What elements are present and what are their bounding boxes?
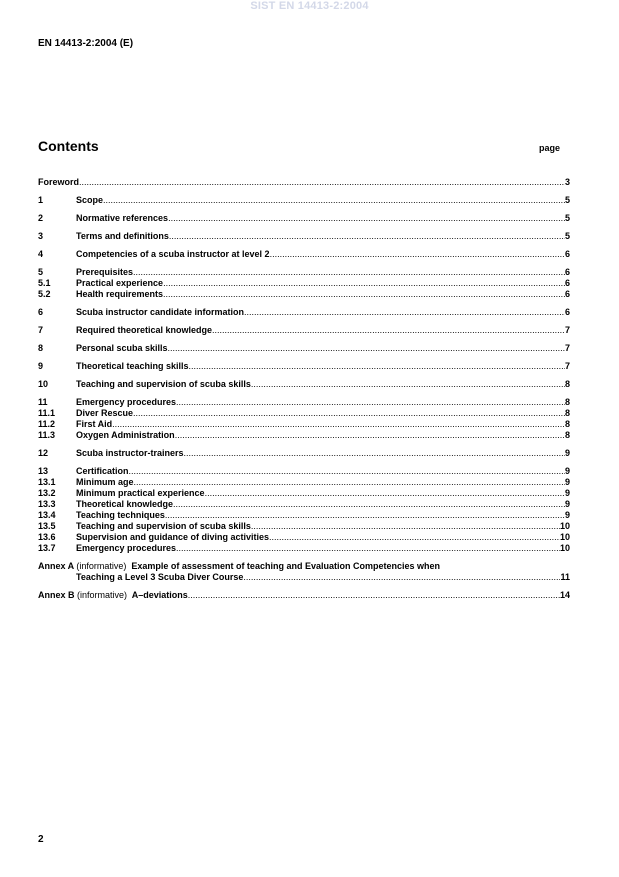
- toc-entry-page: 11: [560, 572, 570, 582]
- toc-entry-number: 13.2: [38, 488, 56, 498]
- toc-entry-title: Certification: [76, 466, 129, 476]
- toc-subentry[interactable]: [38, 532, 570, 543]
- toc-entry-title: Oxygen Administration: [76, 430, 175, 440]
- toc-entry-page: 3: [564, 177, 570, 187]
- annex-a-qualifier: (informative): [76, 561, 127, 571]
- toc-entry-title: Teaching techniques: [76, 510, 165, 520]
- toc-subentry[interactable]: [38, 408, 570, 419]
- toc-subentry[interactable]: [38, 488, 570, 499]
- toc-entry[interactable]: [38, 343, 570, 354]
- toc-subentry[interactable]: [38, 419, 570, 430]
- toc-entry-title: Teaching and supervision of scuba skills: [76, 521, 251, 531]
- toc-subentry[interactable]: [38, 477, 570, 488]
- toc-entry-number: 11.3: [38, 430, 56, 440]
- toc-entry-number: 2: [38, 213, 44, 223]
- toc-entry-title: Emergency procedures: [76, 397, 177, 407]
- footer-page-number: 2: [38, 834, 44, 845]
- toc-entry-number: 13.3: [38, 499, 56, 509]
- toc-entry-annex-a-continued[interactable]: [38, 572, 570, 583]
- toc-entry-title: Minimum practical experience: [76, 488, 205, 498]
- toc-entry-title: Theoretical teaching skills: [76, 361, 189, 371]
- annex-a-title-line1: Example of assessment of teaching and Evaluation Competencies when: [131, 561, 440, 571]
- toc-entry-page: 10: [559, 543, 570, 553]
- annex-b-label: Annex B: [38, 590, 75, 600]
- toc-entry-number: 8: [38, 343, 44, 353]
- toc-entry-title: Supervision and guidance of diving activities: [76, 532, 270, 542]
- annex-b-title: A–deviations: [131, 590, 188, 600]
- toc-entry[interactable]: [38, 397, 570, 408]
- toc-entry-title: Scuba instructor candidate information: [76, 307, 245, 317]
- toc-entry-title: Scuba instructor-trainers: [76, 448, 184, 458]
- toc-entry-number: 11.2: [38, 419, 56, 429]
- toc-entry-number: 7: [38, 325, 44, 335]
- toc-entry-page: 8: [564, 408, 570, 418]
- toc-entry-title: Normative references: [76, 213, 169, 223]
- toc-entry-title: Terms and definitions: [76, 231, 169, 241]
- toc-entry-page: 14: [559, 590, 570, 600]
- toc-entry-page: 9: [564, 499, 570, 509]
- toc-entry-page: 8: [564, 379, 570, 389]
- toc-entry-number: 11.1: [38, 408, 56, 418]
- toc-entry[interactable]: [38, 307, 570, 318]
- toc-entry-title: Theoretical knowledge: [76, 499, 174, 509]
- toc-entry-page: 10: [559, 532, 570, 542]
- toc-entry-page: 9: [564, 477, 570, 487]
- toc-entry-number: 10: [38, 379, 49, 389]
- toc-entry-page: 9: [564, 488, 570, 498]
- toc-entry[interactable]: [38, 213, 570, 224]
- toc-entry-page: 8: [564, 419, 570, 429]
- toc-entry-page: 6: [564, 307, 570, 317]
- toc-entry[interactable]: [38, 361, 570, 372]
- toc-entry-page: 5: [564, 195, 570, 205]
- toc-entry[interactable]: [38, 466, 570, 477]
- toc-entry[interactable]: [38, 448, 570, 459]
- toc-entry-title: Scope: [76, 195, 104, 205]
- toc-entry-title: Minimum age: [76, 477, 134, 487]
- toc-entry-number: 13.5: [38, 521, 56, 531]
- annex-b-qualifier: (informative): [77, 590, 128, 600]
- toc-entry-page: 8: [564, 397, 570, 407]
- toc-entry-number: 13.1: [38, 477, 56, 487]
- toc-entry-number: 13: [38, 466, 49, 476]
- toc-subentry[interactable]: [38, 499, 570, 510]
- toc-entry-page: 9: [564, 466, 570, 476]
- toc-entry-number: 13.6: [38, 532, 56, 542]
- toc-entry-page: 5: [564, 213, 570, 223]
- toc-entry-title: Emergency procedures: [76, 543, 177, 553]
- toc-subentry[interactable]: [38, 510, 570, 521]
- toc-entry-number: 5.1: [38, 278, 51, 288]
- toc-entry-page: 6: [564, 278, 570, 288]
- toc-entry[interactable]: [38, 195, 570, 206]
- table-of-contents: [38, 177, 570, 601]
- watermark: SIST EN 14413-2:2004: [250, 0, 369, 12]
- toc-entry-number: 11: [38, 397, 48, 407]
- toc-entry-title: Foreword: [38, 177, 80, 187]
- toc-entry-page: 6: [564, 289, 570, 299]
- toc-entry[interactable]: [38, 231, 570, 242]
- toc-entry-page: 7: [564, 343, 570, 353]
- toc-entry-number: 5: [38, 267, 44, 277]
- toc-entry-page: 9: [564, 510, 570, 520]
- toc-entry-title: Teaching and supervision of scuba skills: [76, 379, 251, 389]
- toc-entry-title: Competencies of a scuba instructor at level 2: [76, 249, 270, 259]
- toc-subentry[interactable]: [38, 543, 570, 554]
- toc-entry-title: First Aid: [76, 419, 113, 429]
- toc-entry-number: 13.7: [38, 543, 56, 553]
- toc-entry-page: 10: [559, 521, 570, 531]
- toc-entry-title: Personal scuba skills: [76, 343, 168, 353]
- toc-entry-title: Prerequisites: [76, 267, 134, 277]
- toc-entry-title: Health requirements: [76, 289, 164, 299]
- toc-entry-number: 1: [38, 195, 44, 205]
- toc-entry[interactable]: [38, 325, 570, 336]
- contents-title: Contents: [38, 138, 99, 154]
- toc-entry-foreword[interactable]: [38, 177, 570, 188]
- toc-subentry[interactable]: [38, 521, 570, 532]
- toc-entry-page: 7: [564, 361, 570, 371]
- toc-entry-title: Required theoretical knowledge: [76, 325, 213, 335]
- toc-entry-annex-a[interactable]: [38, 561, 570, 572]
- toc-entry[interactable]: [38, 249, 570, 260]
- toc-entry-number: 12: [38, 448, 49, 458]
- toc-subentry[interactable]: [38, 430, 570, 441]
- toc-entry-page: 6: [564, 249, 570, 259]
- annex-a-title-line2: Teaching a Level 3 Scuba Diver Course: [76, 572, 244, 582]
- toc-entry[interactable]: [38, 379, 570, 390]
- toc-entry-number: 3: [38, 231, 44, 241]
- toc-subentry[interactable]: [38, 278, 570, 289]
- toc-subentry[interactable]: [38, 289, 570, 300]
- document-id: EN 14413-2:2004 (E): [38, 38, 134, 49]
- toc-entry-annex-b[interactable]: [38, 590, 570, 601]
- toc-entry-number: 5.2: [38, 289, 51, 299]
- page-column-label: page: [539, 143, 561, 153]
- toc-entry-number: 13.4: [38, 510, 56, 520]
- toc-entry-page: 9: [564, 448, 570, 458]
- toc-entry-number: 6: [38, 307, 44, 317]
- toc-entry-page: 6: [564, 267, 570, 277]
- toc-entry-page: 8: [564, 430, 570, 440]
- annex-a-label: Annex A: [38, 561, 74, 571]
- toc-entry-title: Practical experience: [76, 278, 164, 288]
- toc-entry-number: 4: [38, 249, 44, 259]
- toc-entry-title: Diver Rescue: [76, 408, 134, 418]
- toc-entry-number: 9: [38, 361, 44, 371]
- toc-entry-page: 5: [564, 231, 570, 241]
- toc-entry[interactable]: [38, 267, 570, 278]
- toc-entry-page: 7: [564, 325, 570, 335]
